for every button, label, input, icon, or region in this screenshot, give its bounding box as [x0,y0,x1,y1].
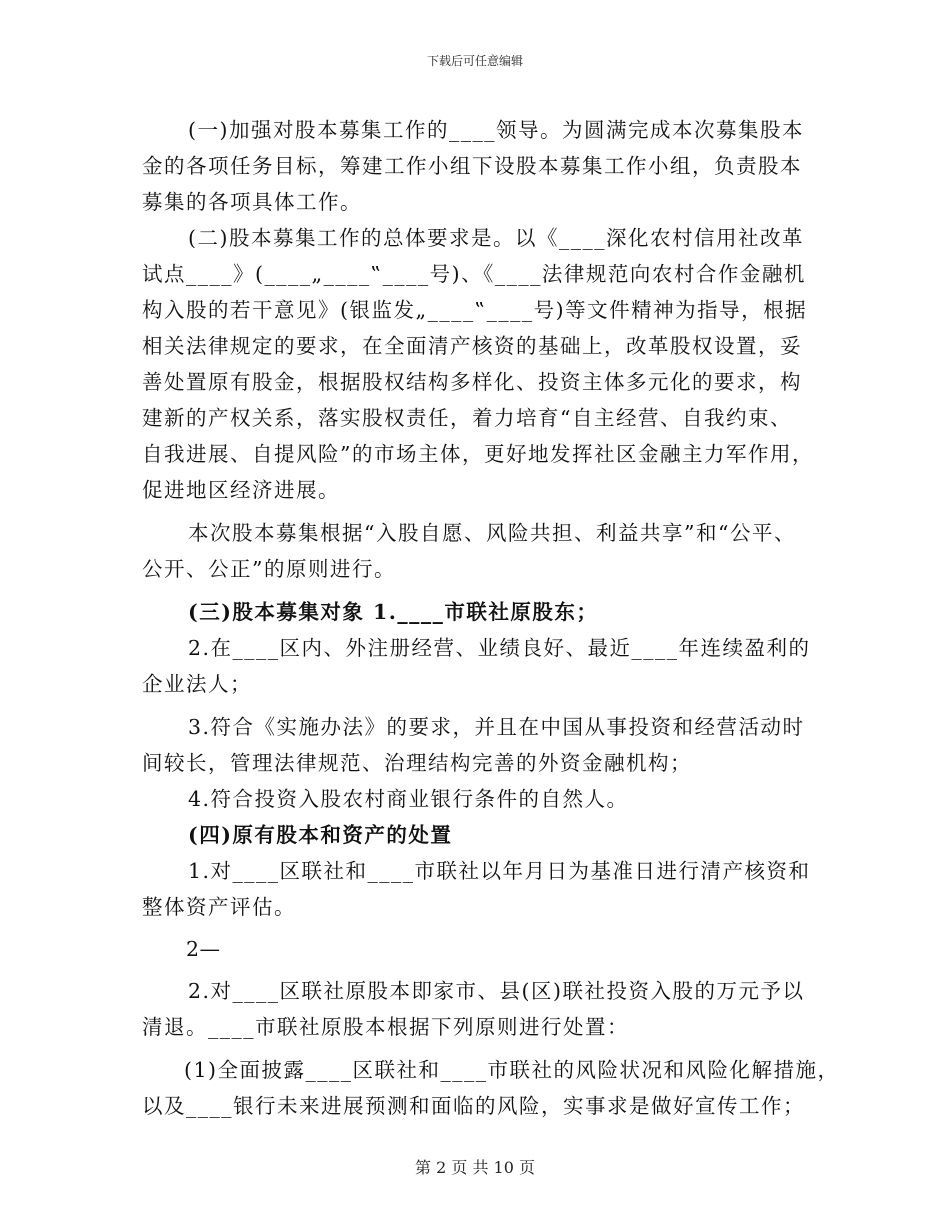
paragraph-line: 间较长，管理法律规范、治理结构完善的外资金融机构； [142,751,692,775]
paragraph-line: 相关法律规定的要求，在全面清产核资的基础上，改革股权设置，妥 [142,334,802,358]
list-item: 3.符合《实施办法》的要求，并且在中国从事投资和经营活动时 [188,715,805,739]
paragraph-line: 清退。____市联社原股本根据下列原则进行处置： [142,1015,629,1039]
paragraph-line: 自我进展、自提风险”的市场主体，更好地发挥社区金融主力军作用， [142,442,814,466]
inline-page-marker: 2— [186,937,221,961]
paragraph-line: 试点____》(____„____‟____号)、《____法律规范向农村合作金融机 [142,262,806,286]
paragraph-line: (二)股本募集工作的总体要求是。以《____深化农村信用社改革 [188,226,804,250]
section-heading: (四)原有股本和资产的处置 [188,823,453,847]
paragraph-line: 建新的产权关系，落实股权责任，着力培育“自主经营、自我约束、 [142,406,792,430]
paragraph-line: 公开、公正”的原则进行。 [142,557,396,581]
paragraph-line: 金的各项任务目标，筹建工作小组下设股本募集工作小组，负责股本 [142,154,802,178]
document-body [142,112,840,1124]
list-item: (1)全面披露____区联社和____市联社的风险状况和风险化解措施， [184,1058,840,1082]
paragraph-line: 企业法人； [142,672,252,696]
paragraph-line: 本次股本募集根据“入股自愿、风险共担、利益共享”和“公平、 [188,521,796,545]
section-heading: (三)股本募集对象 1.____市联社原股东； [188,600,599,624]
paragraph-line: 以及____银行未来进展预测和面临的风险，实事求是做好宣传工作； [142,1094,805,1118]
paragraph-line: 构入股的若干意见》(银监发„____‟____号)等文件精神为指导，根据 [142,298,808,322]
paragraph-line: 善处置原有股金，根据股权结构多样化、投资主体多元化的要求，构 [142,370,802,394]
paragraph-line: 整体资产评估。 [142,895,296,919]
list-item: 2.在____区内、外注册经营、业绩良好、最近____年连续盈利的 [188,636,811,660]
list-item: 4.符合投资入股农村商业银行条件的自然人。 [188,787,629,811]
list-item: 1.对____区联社和____市联社以年月日为基准日进行清产核资和 [188,859,811,883]
page-header: 下载后可任意编辑 [426,54,523,68]
page-footer: 第 2 页 共 10 页 [415,1158,535,1177]
paragraph-line: 募集的各项具体工作。 [142,190,362,214]
paragraph-line: 促进地区经济进展。 [142,478,340,502]
paragraph-line: (一)加强对股本募集工作的____领导。为圆满完成本次募集股本 [188,118,804,142]
list-item: 2.对____区联社原股本即家市、县(区)联社投资入股的万元予以 [188,979,805,1003]
